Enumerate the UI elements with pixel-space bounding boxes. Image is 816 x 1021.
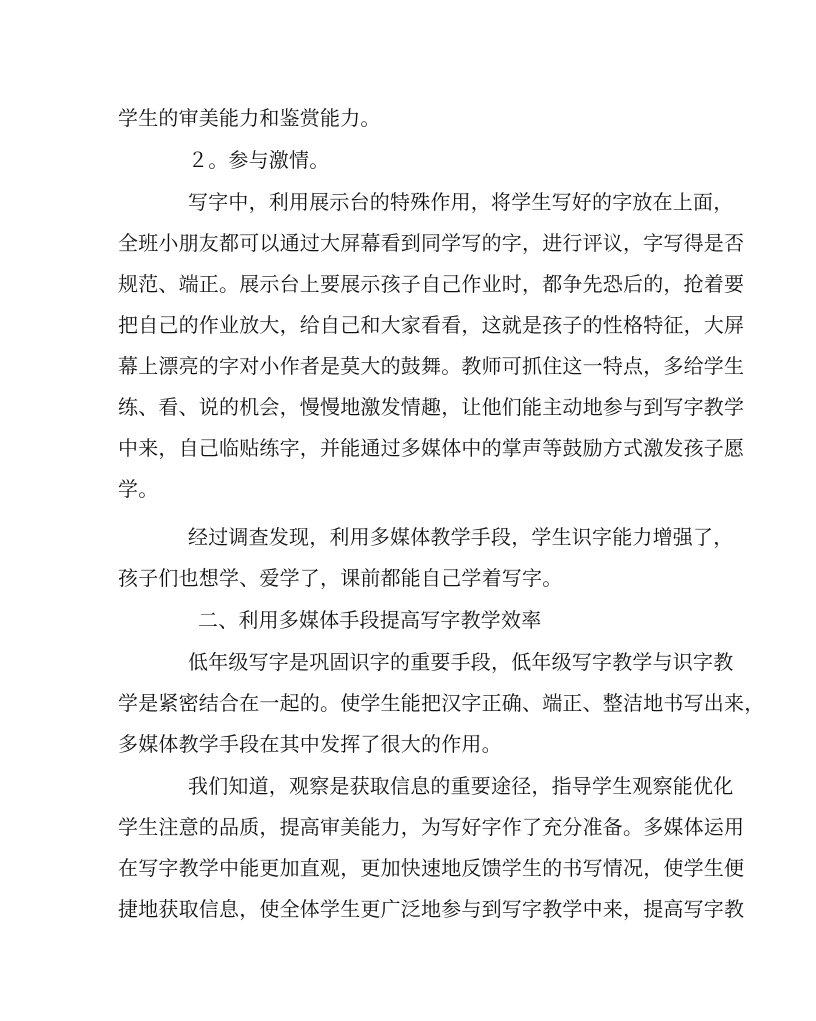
paragraph-line: 学。 (118, 477, 159, 501)
paragraph-line: 全班小朋友都可以通过大屏幕看到同学写的字，进行评议，字写得是否 (118, 231, 745, 255)
paragraph-line: 中来，自己临贴练字，并能通过多媒体中的掌声等鼓励方式激发孩子愿 (118, 436, 745, 460)
paragraph-line: 学是紧密结合在一起的。使学生能把汉字正确、端正、整洁地书写出来， (118, 691, 765, 715)
paragraph-line: 多媒体教学手段在其中发挥了很大的作用。 (118, 732, 502, 756)
section-subheading: ２。参与激情。 (188, 148, 330, 172)
paragraph-line: 我们知道，观察是获取信息的重要途径，指导学生观察能优化 (188, 774, 734, 798)
paragraph-line: 捷地获取信息，使全体学生更广泛地参与到写字教学中来，提高写字教 (118, 897, 745, 921)
paragraph-line: 练、看、说的机会，慢慢地激发情趣，让他们能主动地参与到写字教学 (118, 395, 745, 419)
paragraph-line: 规范、端正。展示台上要展示孩子自己作业时，都争先恐后的，抢着要 (118, 272, 745, 296)
paragraph-line: 写字中，利用展示台的特殊作用，将学生写好的字放在上面， (188, 190, 734, 214)
paragraph-line: 低年级写字是巩固识字的重要手段，低年级写字教学与识字教 (188, 650, 734, 674)
paragraph-line: 把自己的作业放大，给自己和大家看看，这就是孩子的性格特征，大屏 (118, 313, 745, 337)
paragraph-line: 学生的审美能力和鉴赏能力。 (118, 106, 381, 130)
paragraph-line: 经过调查发现，利用多媒体教学手段，学生识字能力增强了， (188, 525, 734, 549)
paragraph-line: 幕上漂亮的字对小作者是莫大的鼓舞。教师可抓住这一特点，多给学生 (118, 354, 745, 378)
paragraph-line: 在写字教学中能更加直观，更加快速地反馈学生的书写情况，使学生便 (118, 856, 745, 880)
section-heading: 二、利用多媒体手段提高写字教学效率 (198, 608, 542, 632)
paragraph-line: 孩子们也想学、爱学了，课前都能自己学着写字。 (118, 566, 563, 590)
paragraph-line: 学生注意的品质，提高审美能力，为写好字作了充分准备。多媒体运用 (118, 815, 745, 839)
